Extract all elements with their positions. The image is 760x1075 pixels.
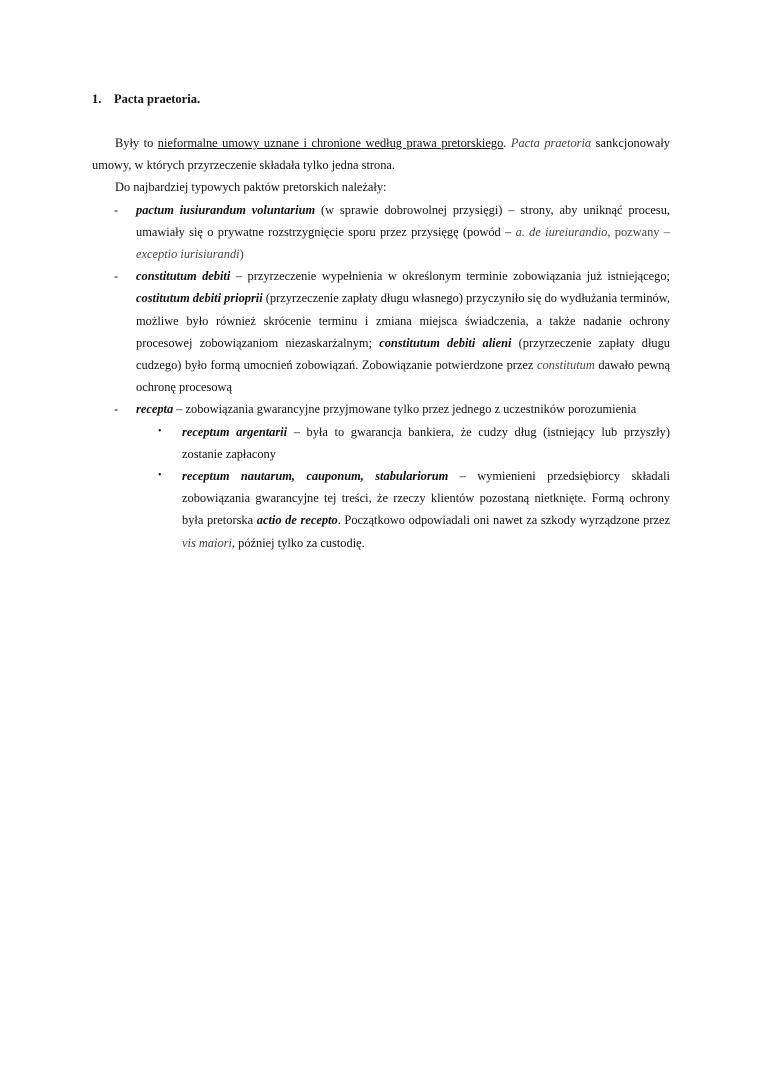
sub-list-item: [92, 421, 670, 465]
dash-marker: -: [114, 402, 119, 417]
sub-item-term: actio de recepto: [256, 513, 338, 528]
item-italic: constitutum: [536, 358, 595, 373]
list-item: [92, 398, 670, 553]
item-term: recepta: [136, 402, 174, 417]
intro-italic-term: Pacta praetoria: [510, 136, 592, 150]
bullet-marker: •: [158, 425, 162, 437]
bullet-list: [136, 421, 670, 554]
item-term: pactum iusiurandum voluntarium: [136, 202, 316, 217]
list-item: [92, 199, 670, 266]
bullet-marker: •: [158, 470, 162, 482]
intro-underlined-text: nieformalne umowy uznane i chronione według prawa pretorskiego: [157, 136, 504, 150]
sub-item-italic: vis maiori: [182, 535, 232, 550]
item-text: (w sprawie dobrowolnej przysięgi) – strony, aby uniknąć procesu, umawiały się o prywatne rozstrzygnięcie sporu przez przysięgę (powód –: [136, 202, 670, 239]
list-item: [92, 265, 670, 398]
sub-item-text: , później tylko za custodię.: [231, 535, 365, 550]
item-text: (przyrzeczenie zapłaty długu cudzego) było formą umocnień zobowiązań. Zobowiązanie potwierdzone przez: [136, 335, 670, 373]
sub-item-term: receptum nautarum, cauponum, stabulariorum: [182, 469, 449, 484]
intro-text-3: sankcjonowały umowy, w których przyrzeczenie składała tylko jedna strona.: [92, 136, 670, 173]
item-text: , pozwany –: [607, 224, 670, 239]
sub-item-text: – wymienieni przedsiębiorcy składali zobowiązania gwarancyjne tej treści, że rzeczy klientów pozostaną nietknięte. Formą ochrony była pretorska: [182, 469, 670, 528]
dash-marker: -: [114, 202, 119, 217]
intro-paragraph: [92, 132, 670, 176]
item-text: ): [239, 247, 244, 262]
list-intro: Do najbardziej typowych paktów pretorskich należały:: [115, 180, 387, 195]
document-body: [92, 132, 670, 554]
item-text: dawało pewną ochronę procesową: [136, 358, 670, 395]
item-text: – zobowiązania gwarancyjne przyjmowane tylko przez jednego z uczestników porozumienia: [173, 402, 637, 417]
dash-marker: -: [114, 269, 119, 284]
section-number: 1.: [92, 92, 102, 106]
sub-item-text: . Początkowo odpowiadali oni nawet za szkody wyrządzone przez: [337, 513, 671, 528]
dash-list: [92, 199, 670, 554]
item-term: constitutum debiti: [136, 269, 231, 284]
intro-text-2: .: [503, 136, 511, 150]
item-text: (przyrzeczenie zapłaty długu własnego) przyczyniło się do wydłużania terminów, możliwe było również skrócenie terminu i zmiana miejsca świadczenia, a także nadanie ochrony procesowej zobowiązaniom niezaskarżalnym;: [136, 291, 670, 350]
item-term: costitutum debiti prioprii: [136, 291, 263, 306]
sub-item-term: receptum argentarii: [182, 424, 288, 439]
item-italic: exceptio iurisiurandi: [136, 247, 240, 262]
sub-list-item: [92, 465, 670, 554]
item-term: constitutum debiti alieni: [379, 335, 512, 350]
sub-item-text: – była to gwarancja bankiera, że cudzy dług (istniejący lub przyszły) zostanie zapłacony: [182, 424, 670, 461]
section-heading: [92, 92, 200, 107]
item-text: – przyrzeczenie wypełnienia w określonym terminie zobowiązania już istniejącego;: [230, 269, 670, 284]
item-italic: a. de iureiurandio: [515, 224, 608, 239]
section-title: Pacta praetoria.: [114, 92, 201, 106]
intro-text-1: Były to: [115, 136, 158, 150]
